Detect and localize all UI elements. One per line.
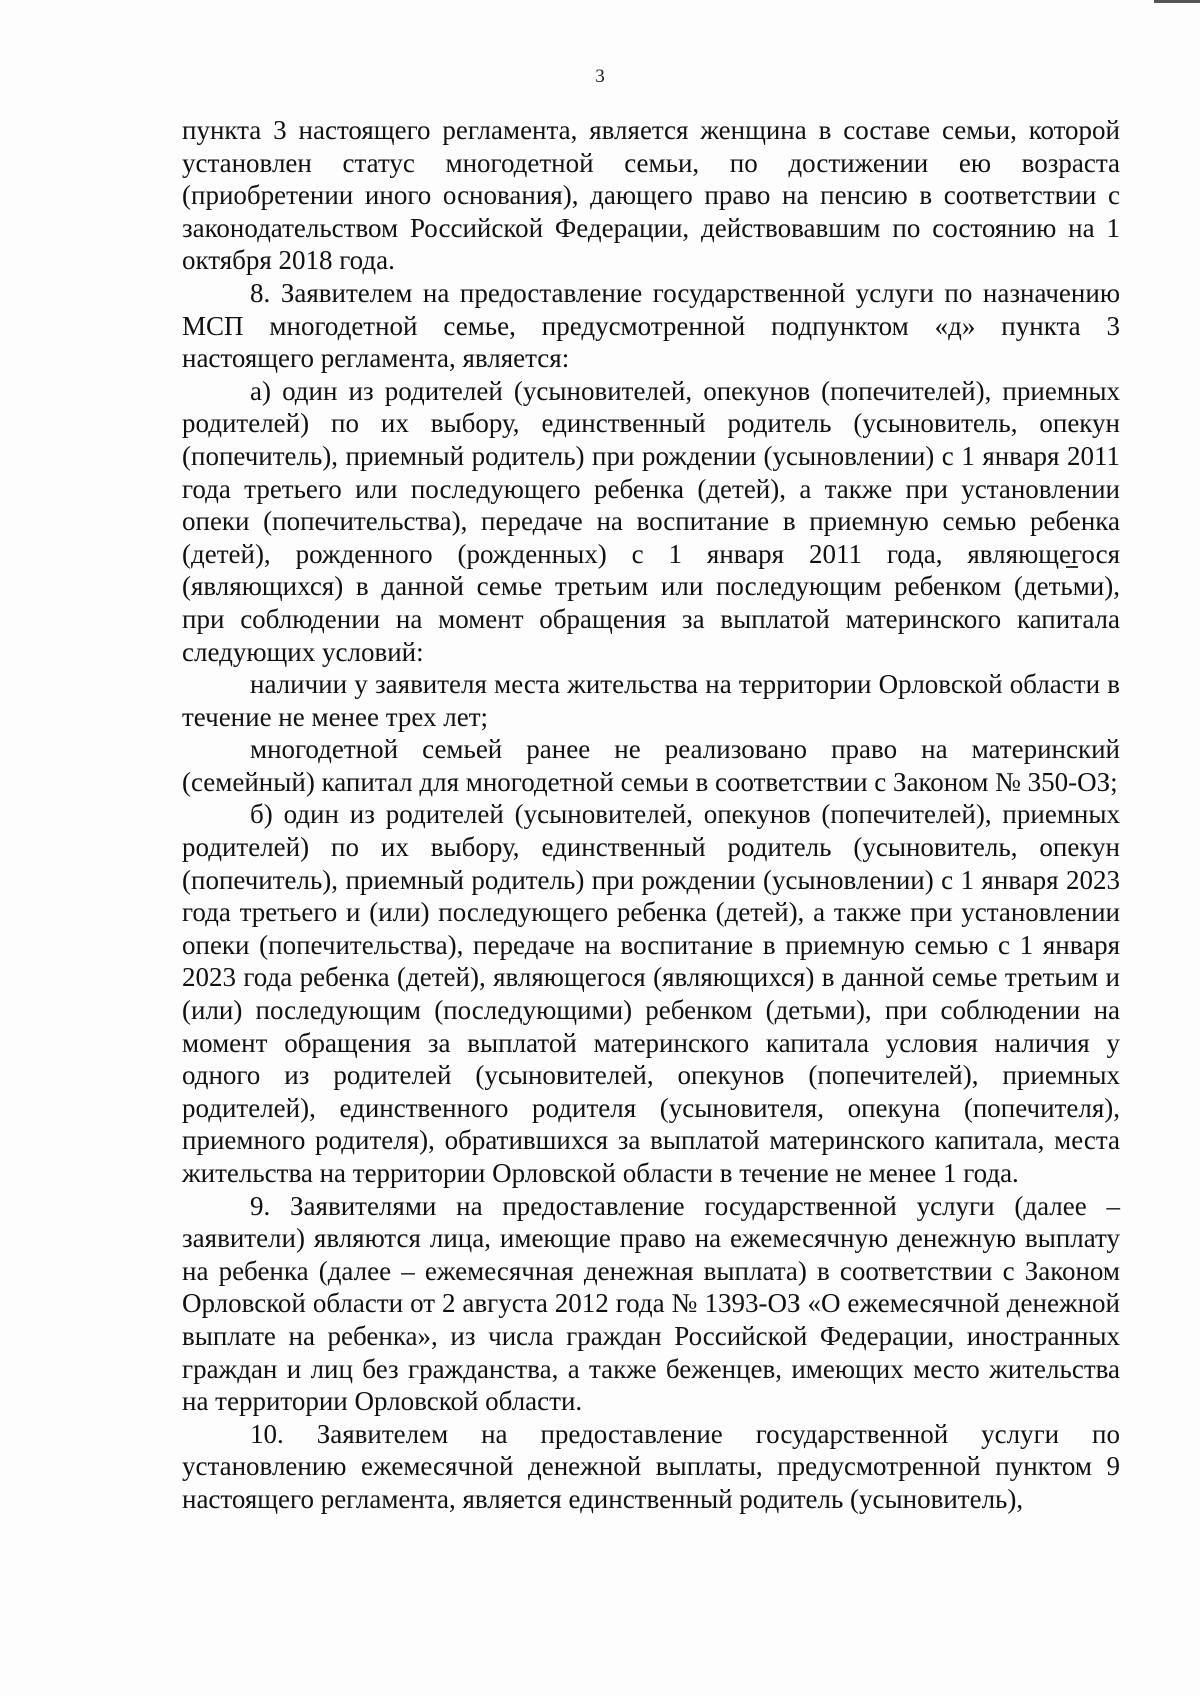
paragraph-continuation: пункта 3 настоящего регламента, является женщина в составе семьи, которой установлен статус многодетной семьи, по достижении ею возраста (приобретении иного основания), дающего право на пенсию в соответствии с законодательством Российской Федерации, действовавшим по состоянию на 1 октября 2018 года. bbox=[182, 115, 1120, 276]
paragraph-condition-residence: наличии у заявителя места жительства на территории Орловской области в течение не менее трех лет; bbox=[182, 669, 1120, 732]
paragraph-condition-capital: многодетной семьей ранее не реализовано право на материнский (семейный) капитал для многодетной семьи в соответствии с Законом № 350-ОЗ; bbox=[182, 734, 1120, 797]
document-body bbox=[182, 114, 1120, 1516]
page-number: 3 bbox=[595, 66, 605, 87]
paragraph-item-10: 10. Заявителем на предоставление государственной услуги по установлению ежемесячной денежной выплаты, предусмотренной пунктом 9 настоящего регламента, является единственный родитель (усыновитель), bbox=[182, 1418, 1120, 1514]
paragraph-item-8: 8. Заявителем на предоставление государственной услуги по назначению МСП многодетной семье, предусмотренной подпунктом «д» пункта 3 настоящего регламента, является: bbox=[182, 277, 1120, 374]
paragraph-subitem-a: а) один из родителей (усыновителей, опекунов (попечителей), приемных родителей) по их выбору, единственный родитель (усыновитель, опекун (попечитель), приемный родитель) при рождении (усыновлении) с 1 января 2011 года третьего или последующего ребенка (детей), а также при установлении опеки (попечительства), передаче на воспитание в приемную семью ребенка (детей), рожденного (рожденных) с 1 января 2011 года, являющегося (являющихся) в данной семье третьим или последующим ребенком (детьми), при соблюдении на момент обращения за выплатой материнского капитала следующих условий: bbox=[182, 375, 1120, 667]
scan-edge-mark bbox=[1154, 0, 1200, 3]
paragraph-subitem-b: б) один из родителей (усыновителей, опекунов (попечителей), приемных родителей) по их выбору, единственный родитель (усыновитель, опекун (попечитель), приемный родитель) при рождении (усыновлении) с 1 января 2023 года третьего и (или) последующего ребенка (детей), а также при установлении опеки (попечительства), передаче на воспитание в приемную семью с 1 января 2023 года ребенка (детей), являющегося (являющихся) в данной семье третьим и (или) последующим (последующими) ребенком (детьми), при соблюдении на момент обращения за выплатой материнского капитала условия наличия у одного из родителей (усыновителей, опекунов (попечителей), приемных родителей), единственного родителя (усыновителя, опекуна (попечителя), приемного родителя), обратившихся за выплатой материнского капитала, места жительства на территории Орловской области в течение не менее 1 года. bbox=[182, 799, 1120, 1188]
paragraph-item-9: 9. Заявителями на предоставление государственной услуги (далее – заявители) являются лица, имеющие право на ежемесячную денежную выплату на ребенка (далее – ежемесячная денежная выплата) в соответствии с Законом Орловской области от 2 августа 2012 года № 1393-ОЗ «О ежемесячной денежной выплате на ребенка», из числа граждан Российской Федерации, иностранных граждан и лиц без гражданства, а также беженцев, имеющих место жительства на территории Орловской области. bbox=[182, 1190, 1120, 1417]
